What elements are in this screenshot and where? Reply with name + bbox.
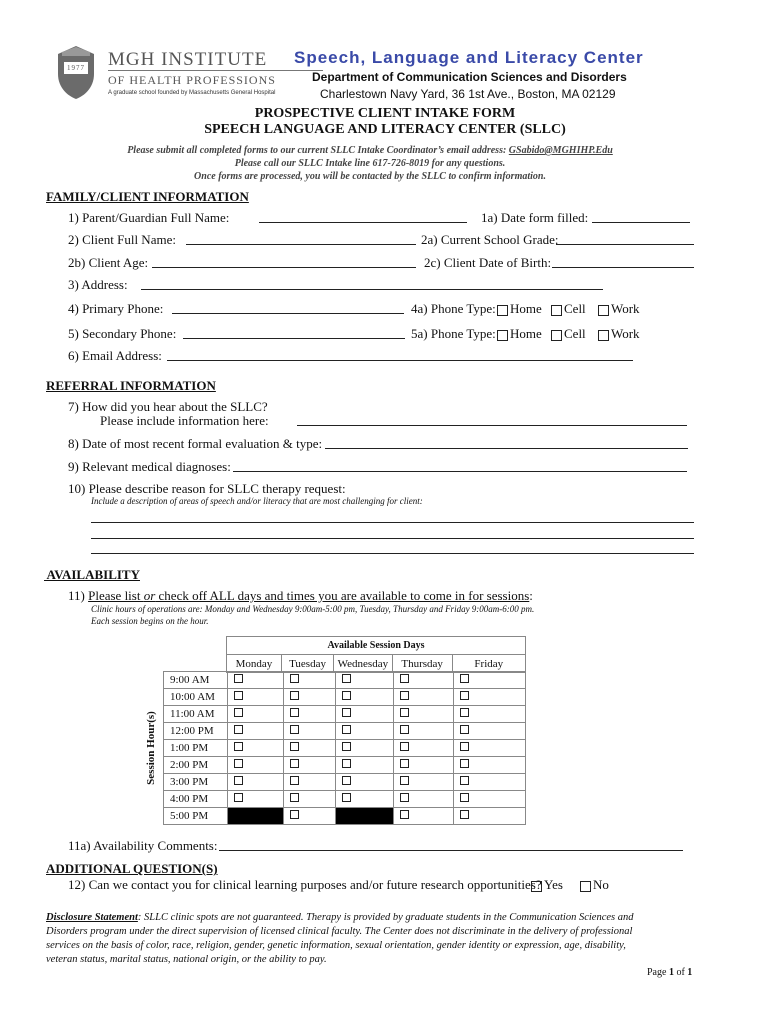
contact-no-checkbox[interactable]: [580, 877, 609, 893]
center-name: Speech, Language and Literacy Center: [294, 48, 644, 67]
time-row: [164, 740, 526, 757]
time-row: [164, 672, 526, 689]
availability-checkbox[interactable]: [234, 691, 243, 700]
time-label: 12:00 PM: [164, 723, 228, 740]
availability-checkbox[interactable]: [290, 793, 299, 802]
instructions-text: Please submit all completed forms to our current SLLC Intake Coordinator’s email address:: [127, 145, 509, 156]
page-number: [647, 967, 692, 978]
contact-yes-checkbox[interactable]: [531, 877, 563, 893]
availability-cell: [228, 757, 283, 774]
secondary-cell-checkbox[interactable]: [551, 326, 586, 342]
home-label: Home: [510, 326, 542, 341]
availability-cell: [336, 740, 394, 757]
session-hours-label: [139, 672, 163, 824]
availability-checkbox[interactable]: [290, 742, 299, 751]
q1a-label: 1a) Date form filled:: [481, 210, 589, 225]
availability-cell: [283, 672, 336, 689]
availability-cell: [394, 723, 454, 740]
form-title-line1: PROSPECTIVE CLIENT INTAKE FORM: [254, 106, 516, 121]
address: Charlestown Navy Yard, 36 1st Ave., Boston, MA 02129: [320, 87, 616, 101]
diagnoses-field[interactable]: [233, 459, 687, 477]
day-header: Monday: [227, 655, 282, 673]
time-row: [164, 808, 526, 825]
availability-checkbox[interactable]: [460, 674, 469, 683]
availability-cell: [228, 723, 283, 740]
form-title-line2: SPEECH LANGUAGE AND LITERACY CENTER (SLLC): [204, 122, 566, 137]
availability-checkbox[interactable]: [234, 793, 243, 802]
availability-checkbox[interactable]: [342, 776, 351, 785]
referral-heading: REFERRAL INFORMATION: [46, 378, 216, 393]
availability-checkbox[interactable]: [342, 742, 351, 751]
time-row: [164, 791, 526, 808]
availability-cell: [453, 706, 525, 723]
availability-checkbox[interactable]: [342, 793, 351, 802]
availability-cell: [394, 791, 454, 808]
q2b-label: 2b) Client Age:: [68, 255, 149, 270]
availability-cell: [394, 706, 454, 723]
availability-checkbox[interactable]: [400, 793, 409, 802]
logo: [54, 44, 274, 104]
time-row: [164, 689, 526, 706]
availability-cell: [283, 808, 336, 825]
availability-cell: [453, 774, 525, 791]
disclaimer-line3: services on the basis of color, race, religion, gender, genetic information, sexual orientation, gender identity or expression, age, disability,: [46, 940, 626, 951]
availability-checkbox[interactable]: [342, 674, 351, 683]
time-label: 5:00 PM: [164, 808, 228, 825]
institute-seal-icon: [54, 44, 98, 100]
primary-home-checkbox[interactable]: [497, 301, 542, 317]
availability-checkbox[interactable]: [290, 776, 299, 785]
work-label: Work: [611, 326, 640, 341]
availability-cell: [394, 689, 454, 706]
q7-sub-label: Please include information here:: [100, 413, 269, 428]
q2a-label: 2a) Current School Grade:: [421, 232, 559, 247]
disclaimer-text1: : SLLC clinic spots are not guaranteed. Therapy is provided by graduate students in the Communication Sciences and: [137, 912, 634, 923]
evaluation-field[interactable]: [325, 436, 688, 454]
time-label: 3:00 PM: [164, 774, 228, 791]
email-field[interactable]: [167, 348, 633, 366]
time-label: 1:00 PM: [164, 740, 228, 757]
q4a-label: 4a) Phone Type:: [411, 301, 496, 316]
availability-cell: [336, 791, 394, 808]
cell-label: Cell: [564, 326, 586, 341]
day-header: Wednesday: [334, 655, 393, 673]
availability-header-table: [226, 636, 526, 673]
availability-checkbox[interactable]: [290, 708, 299, 717]
department: Department of Communication Sciences and Disorders: [312, 70, 627, 84]
primary-work-checkbox[interactable]: [598, 301, 640, 317]
clinic-hours-note: Clinic hours of operations are: Monday and Wednesday 9:00am-5:00 pm, Tuesday, Thursday and Friday 9:00am-6:00 pm.: [91, 604, 535, 614]
availability-cell: [336, 689, 394, 706]
checkbox-icon: [531, 881, 542, 892]
availability-cell: [283, 689, 336, 706]
address-field[interactable]: [141, 277, 603, 295]
seal-year: 1977: [67, 64, 85, 72]
availability-checkbox[interactable]: [234, 742, 243, 751]
availability-checkbox[interactable]: [460, 759, 469, 768]
time-label: 9:00 AM: [164, 672, 228, 689]
availability-cell: [283, 723, 336, 740]
logo-tagline: A graduate school founded by Massachusetts General Hospital: [108, 90, 276, 96]
time-row: [164, 723, 526, 740]
availability-checkbox[interactable]: [400, 708, 409, 717]
availability-checkbox[interactable]: [234, 776, 243, 785]
availability-cell: [336, 774, 394, 791]
instructions-line2: Please call our SLLC Intake line 617-726-8019 for any questions.: [234, 158, 506, 169]
primary-phone-field[interactable]: [172, 301, 404, 319]
day-header: Tuesday: [281, 655, 333, 673]
secondary-work-checkbox[interactable]: [598, 326, 640, 342]
time-label: 4:00 PM: [164, 791, 228, 808]
availability-cell: [336, 723, 394, 740]
availability-checkbox[interactable]: [342, 691, 351, 700]
unavailable-cell: [228, 808, 283, 825]
time-row: [164, 774, 526, 791]
availability-cell: [228, 689, 283, 706]
availability-checkbox[interactable]: [460, 810, 469, 819]
time-label: 2:00 PM: [164, 757, 228, 774]
q5a-label: 5a) Phone Type:: [411, 326, 496, 341]
work-label: Work: [611, 301, 640, 316]
logo-line2: OF HEALTH PROFESSIONS: [108, 73, 276, 87]
q11-suffix: :: [529, 588, 533, 603]
availability-checkbox[interactable]: [342, 725, 351, 734]
checkbox-icon: [497, 305, 508, 316]
checkbox-icon: [497, 330, 508, 341]
table-title: Available Session Days: [227, 637, 526, 655]
q6-label: 6) Email Address:: [68, 348, 162, 363]
availability-cell: [453, 740, 525, 757]
availability-checkbox[interactable]: [400, 674, 409, 683]
q2-label: 2) Client Full Name:: [68, 232, 176, 247]
q11-text-a: Please list: [88, 588, 144, 603]
disclaimer-label: Disclosure Statement: [46, 912, 138, 923]
checkbox-icon: [598, 305, 609, 316]
availability-checkbox[interactable]: [234, 708, 243, 717]
disclaimer-line2: Disorders program under the direct supervision of licensed clinical faculty. The Center does not discriminate in the delivery of professional: [46, 926, 633, 937]
checkbox-icon: [580, 881, 591, 892]
availability-cell: [453, 689, 525, 706]
session-hours-text: Session Hour(s): [145, 711, 157, 785]
day-header-row: [227, 655, 526, 673]
day-header: Friday: [452, 655, 525, 673]
referral-source-field[interactable]: [297, 413, 687, 431]
page-total: 1: [687, 967, 693, 978]
availability-cell: [453, 808, 525, 825]
parent-name-field[interactable]: [259, 210, 467, 228]
date-filled-field[interactable]: [592, 210, 690, 228]
availability-checkbox[interactable]: [400, 776, 409, 785]
additional-heading: ADDITIONAL QUESTION(S): [46, 861, 218, 876]
family-heading: FAMILY/CLIENT INFORMATION: [46, 189, 249, 204]
q7-label: 7) How did you hear about the SLLC?: [68, 399, 268, 414]
availability-cell: [394, 774, 454, 791]
page-prefix: Page: [647, 967, 669, 978]
availability-checkbox[interactable]: [460, 691, 469, 700]
q11a-label: 11a) Availability Comments:: [68, 838, 218, 853]
availability-checkbox[interactable]: [460, 708, 469, 717]
instructions-line1: [0, 145, 740, 156]
availability-checkbox[interactable]: [290, 674, 299, 683]
availability-cell: [283, 791, 336, 808]
availability-comments-field[interactable]: [219, 838, 683, 856]
q11-label: [68, 588, 533, 604]
availability-cell: [228, 672, 283, 689]
availability-checkbox[interactable]: [460, 742, 469, 751]
availability-cell: [394, 740, 454, 757]
school-grade-field[interactable]: [556, 232, 694, 250]
time-label: 10:00 AM: [164, 689, 228, 706]
availability-checkbox[interactable]: [400, 810, 409, 819]
q3-label: 3) Address:: [68, 277, 128, 292]
availability-checkbox[interactable]: [234, 674, 243, 683]
q10-label: 10) Please describe reason for SLLC therapy request:: [68, 481, 346, 496]
availability-checkbox[interactable]: [290, 810, 299, 819]
availability-cell: [283, 757, 336, 774]
page-num: 1: [668, 967, 674, 978]
checkbox-icon: [551, 305, 562, 316]
availability-cell: [228, 774, 283, 791]
secondary-phone-field[interactable]: [183, 326, 405, 344]
availability-cell: [453, 757, 525, 774]
availability-checkbox[interactable]: [460, 776, 469, 785]
q12-label: 12) Can we contact you for clinical learning purposes and/or future research opportunities?: [68, 877, 542, 892]
availability-cell: [336, 672, 394, 689]
availability-cell: [228, 740, 283, 757]
q5-label: 5) Secondary Phone:: [68, 326, 177, 341]
availability-cell: [394, 672, 454, 689]
client-age-field[interactable]: [152, 255, 416, 273]
availability-cell: [336, 757, 394, 774]
unavailable-cell: [336, 808, 394, 825]
availability-checkbox[interactable]: [460, 725, 469, 734]
availability-checkbox[interactable]: [460, 793, 469, 802]
cell-label: Cell: [564, 301, 586, 316]
availability-cell: [283, 740, 336, 757]
availability-cell: [453, 723, 525, 740]
time-label: 11:00 AM: [164, 706, 228, 723]
q1-label: 1) Parent/Guardian Full Name:: [68, 210, 230, 225]
availability-checkbox[interactable]: [290, 759, 299, 768]
availability-cell: [453, 672, 525, 689]
availability-cell: [336, 706, 394, 723]
session-note: Each session begins on the hour.: [91, 616, 209, 626]
home-label: Home: [510, 301, 542, 316]
availability-cell: [453, 791, 525, 808]
checkbox-icon: [551, 330, 562, 341]
availability-grid: [163, 671, 526, 825]
client-name-field[interactable]: [186, 232, 416, 250]
q2c-label: 2c) Client Date of Birth:: [424, 255, 552, 270]
client-dob-field[interactable]: [552, 255, 694, 273]
availability-checkbox[interactable]: [290, 725, 299, 734]
disclaimer-line4: veteran status, marital status, national origin, or the ability to pay.: [46, 954, 327, 965]
availability-checkbox[interactable]: [342, 759, 351, 768]
availability-checkbox[interactable]: [400, 691, 409, 700]
availability-cell: [228, 706, 283, 723]
coordinator-email-link[interactable]: GSabido@MGHIHP.Edu: [508, 145, 613, 156]
primary-cell-checkbox[interactable]: [551, 301, 586, 317]
reason-field-line3[interactable]: [91, 541, 694, 559]
availability-checkbox[interactable]: [400, 759, 409, 768]
yes-label: Yes: [544, 877, 563, 892]
availability-checkbox[interactable]: [400, 742, 409, 751]
time-row: [164, 757, 526, 774]
availability-cell: [228, 791, 283, 808]
q11-number: 11): [68, 588, 89, 603]
q4-label: 4) Primary Phone:: [68, 301, 164, 316]
availability-checkbox[interactable]: [290, 691, 299, 700]
logo-line1: MGH INSTITUTE: [108, 49, 268, 70]
day-header: Thursday: [392, 655, 452, 673]
availability-checkbox[interactable]: [342, 708, 351, 717]
time-row: [164, 706, 526, 723]
q10-sub-label: Include a description of areas of speech and/or literacy that are most challenging for client:: [91, 496, 423, 506]
page-mid: of: [673, 967, 688, 978]
availability-cell: [394, 757, 454, 774]
instructions-line3: Once forms are processed, you will be contacted by the SLLC to confirm information.: [194, 171, 546, 182]
q8-label: 8) Date of most recent formal evaluation & type:: [68, 436, 323, 451]
availability-heading: AVAILABILITY: [44, 567, 140, 582]
availability-cell: [283, 774, 336, 791]
q9-label: 9) Relevant medical diagnoses:: [68, 459, 231, 474]
secondary-home-checkbox[interactable]: [497, 326, 542, 342]
disclaimer-line1: [46, 912, 633, 923]
availability-cell: [394, 808, 454, 825]
q11-or: or: [143, 588, 156, 603]
availability-checkbox[interactable]: [400, 725, 409, 734]
availability-cell: [283, 706, 336, 723]
checkbox-icon: [598, 330, 609, 341]
q11-text-b: check off ALL days and times you are available to come in for sessions: [155, 588, 530, 603]
availability-checkbox[interactable]: [234, 759, 243, 768]
no-label: No: [593, 877, 609, 892]
availability-checkbox[interactable]: [234, 725, 243, 734]
